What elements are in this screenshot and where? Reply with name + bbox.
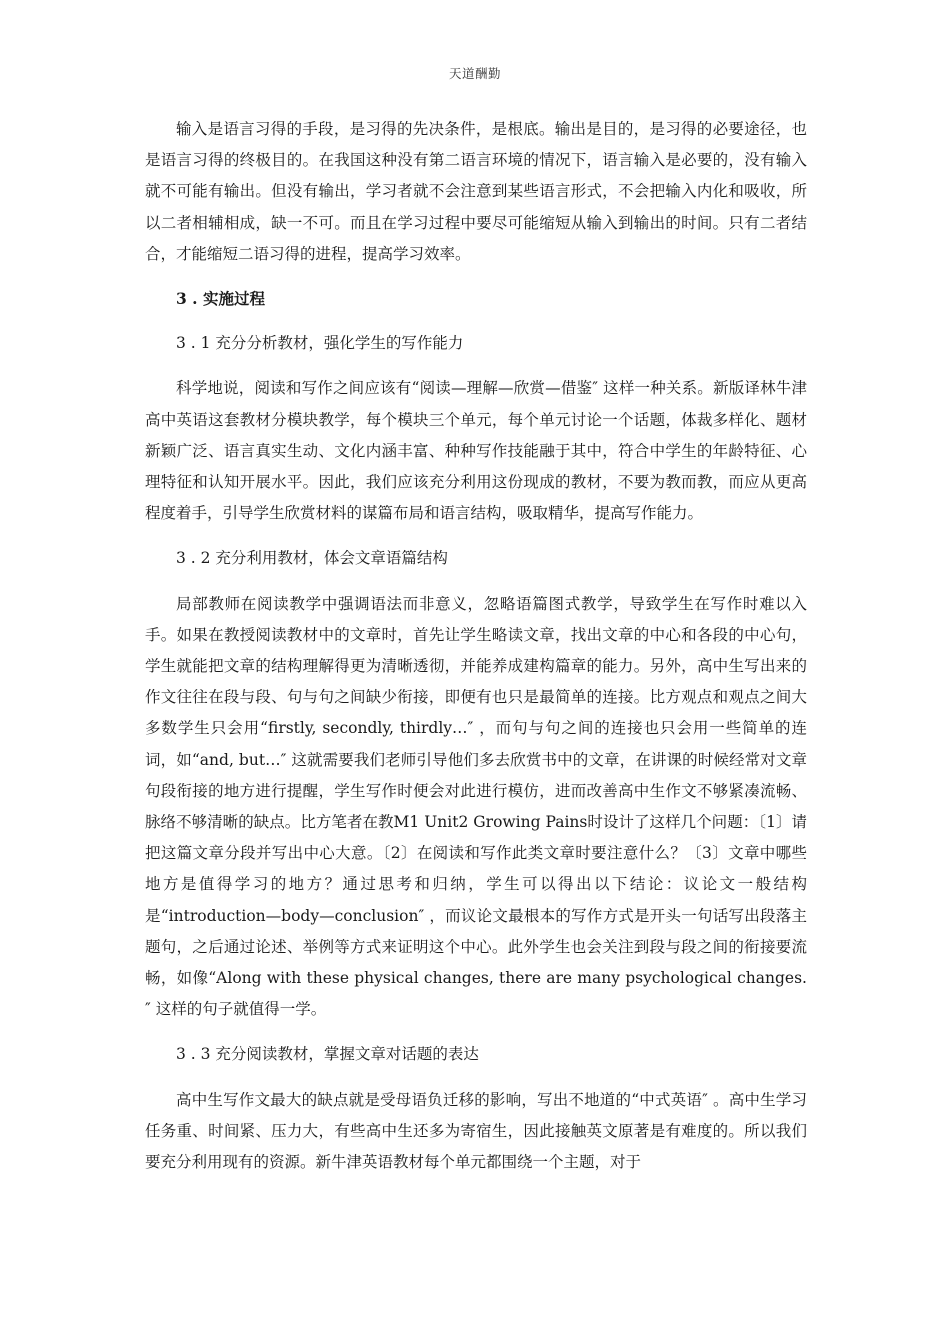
page-header: 天道酬勤 [448,66,501,81]
subsection-heading-3-2: 3 . 2 充分利用教材，体会文章语篇结构 [176,549,448,568]
document-body [145,114,807,1178]
subsection-heading-3-1: 3 . 1 充分分析教材，强化学生的写作能力 [176,334,464,353]
paragraph-reading-writing: 科学地说，阅读和写作之间应该有“阅读—理解—欣赏—借鉴″ 这样一种关系。新版译林牛津高中英语这套教材分模块教学，每个模块三个单元，每个单元讨论一个话题，体裁多样化、题材新颖广泛、语言真实生动、文化内涵丰富、种种写作技能融于其中，符合中学生的年龄特征、心理特征和认知开展水平。因此，我们应该充分利用这份现成的教材，不要为教而教，而应从更高程度着手，引导学生欣赏材料的谋篇布局和语言结构，吸取精华，提高写作能力。 [145,379,807,523]
paragraph-discourse-structure: 局部教师在阅读教学中强调语法而非意义，忽略语篇图式教学，导致学生在写作时难以入手。如果在教授阅读教材中的文章时，首先让学生略读文章，找出文章的中心和各段的中心句，学生就能把文章的结构理解得更为清晰透彻，并能养成建构篇章的能力。另外，高中生写出来的作文往往在段与段、句与句之间缺少衔接，即便有也只是最简单的连接。比方观点和观点之间大多数学生只会用“firstly, secondly, thirdly…″ ，而句与句之间的连接也只会用一些简单的连词，如“and, but…″ 这就需要我们老师引导他们多去欣赏书中的文章，在讲课的时候经常对文章句段衔接的地方进行提醒，学生写作时便会对此进行模仿，进而改善高中生作文不够紧凑流畅、脉络不够清晰的缺点。比方笔者在教M1 Unit2 Growing Pains时设计了这样几个问题：〔1〕请把这篇文章分段并写出中心大意。〔2〕在阅读和写作此类文章时要注意什么？〔3〕文章中哪些地方是值得学习的地方？通过思考和归纳，学生可以得出以下结论：议论文一般结构是“introduction—body—conclusion″ ，而议论文最根本的写作方式是开头一句话写出段落主题句，之后通过论述、举例等方式来证明这个中心。此外学生也会关注到段与段之间的衔接要流畅，如像“Along with these physical changes, there are many psychological changes.″ 这样的句子就值得一学。 [145,594,807,1019]
section-heading-implementation: 3 . 实施过程 [176,289,265,309]
subsection-heading-3-3: 3 . 3 充分阅读教材，掌握文章对话题的表达 [176,1045,479,1064]
paragraph-input-output: 输入是语言习得的手段，是习得的先决条件，是根底。输出是目的，是习得的必要途径，也是语言习得的终极目的。在我国这种没有第二语言环境的情况下，语言输入是必要的，没有输入就不可能有输出。但没有输出，学习者就不会注意到某些语言形式，不会把输入内化和吸收，所以二者相辅相成，缺一不可。而且在学习过程中要尽可能缩短从输入到输出的时间。只有二者结合，才能缩短二语习得的进程，提高学习效率。 [145,120,807,263]
paragraph-topic-expression: 高中生写作文最大的缺点就是受母语负迁移的影响，写出不地道的“中式英语″ 。高中生学习任务重、时间紧、压力大，有些高中生还多为寄宿生，因此接触英文原著是有难度的。所以我们要充分利用现有的资源。新牛津英语教材每个单元都围绕一个主题，对于 [145,1090,807,1172]
